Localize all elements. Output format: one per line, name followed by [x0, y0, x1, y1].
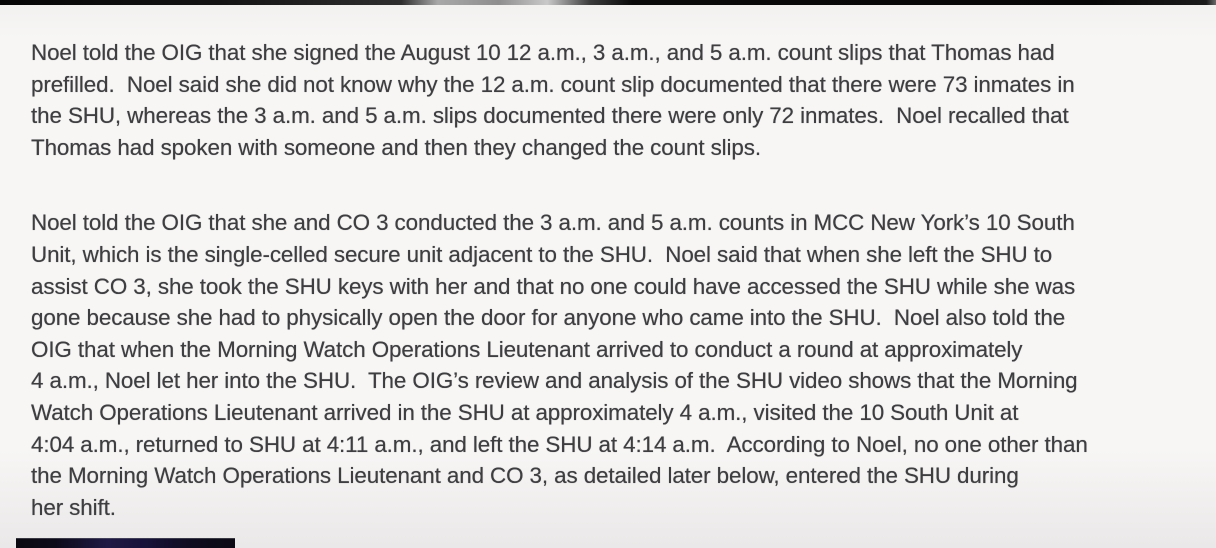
text-line: Thomas had spoken with someone and then they changed the count slips. — [31, 134, 761, 160]
paragraph-shu-counts — [31, 207, 1191, 523]
text-line: Noel told the OIG that she signed the August 10 12 a.m., 3 a.m., and 5 a.m. count slips that Thomas had — [31, 40, 1055, 65]
text-line: OIG that when the Morning Watch Operations Lieutenant arrived to conduct a round at approximately — [31, 336, 1023, 362]
text-line: Unit, which is the single-celled secure unit adjacent to the SHU. Noel said that when she left the SHU to — [31, 241, 1053, 267]
text-line: the SHU, whereas the 3 a.m. and 5 a.m. slips documented there were only 72 inmates. Noel recalled that — [31, 103, 1069, 129]
text-line: the Morning Watch Operations Lieutenant and CO 3, as detailed later below, entered the SHU during — [31, 463, 1019, 489]
video-letterbox-bar — [0, 0, 1216, 5]
text-line: Watch Operations Lieutenant arrived in the SHU at approximately 4 a.m., visited the 10 South Unit at — [31, 399, 1019, 425]
text-line: Noel told the OIG that she and CO 3 conducted the 3 a.m. and 5 a.m. counts in MCC New York’s 10 South — [31, 210, 1075, 236]
text-line: prefilled. Noel said she did not know why the 12 a.m. count slip documented that there were 73 inmates in — [31, 71, 1075, 97]
text-line: 4:04 a.m., returned to SHU at 4:11 a.m., and left the SHU at 4:14 a.m. According to Noel, no one other than — [31, 431, 1088, 457]
paragraph-count-slips — [31, 37, 1191, 163]
bottom-dark-bar — [16, 538, 235, 548]
text-line: gone because she had to physically open the door for anyone who came into the SHU. Noel also told the — [31, 305, 1066, 331]
document-page — [31, 37, 1191, 523]
text-line: 4 a.m., Noel let her into the SHU. The OIG’s review and analysis of the SHU video shows that the Morning — [31, 368, 1078, 394]
text-line: assist CO 3, she took the SHU keys with her and that no one could have accessed the SHU while she was — [31, 273, 1076, 299]
text-line: her shift. — [31, 494, 116, 520]
